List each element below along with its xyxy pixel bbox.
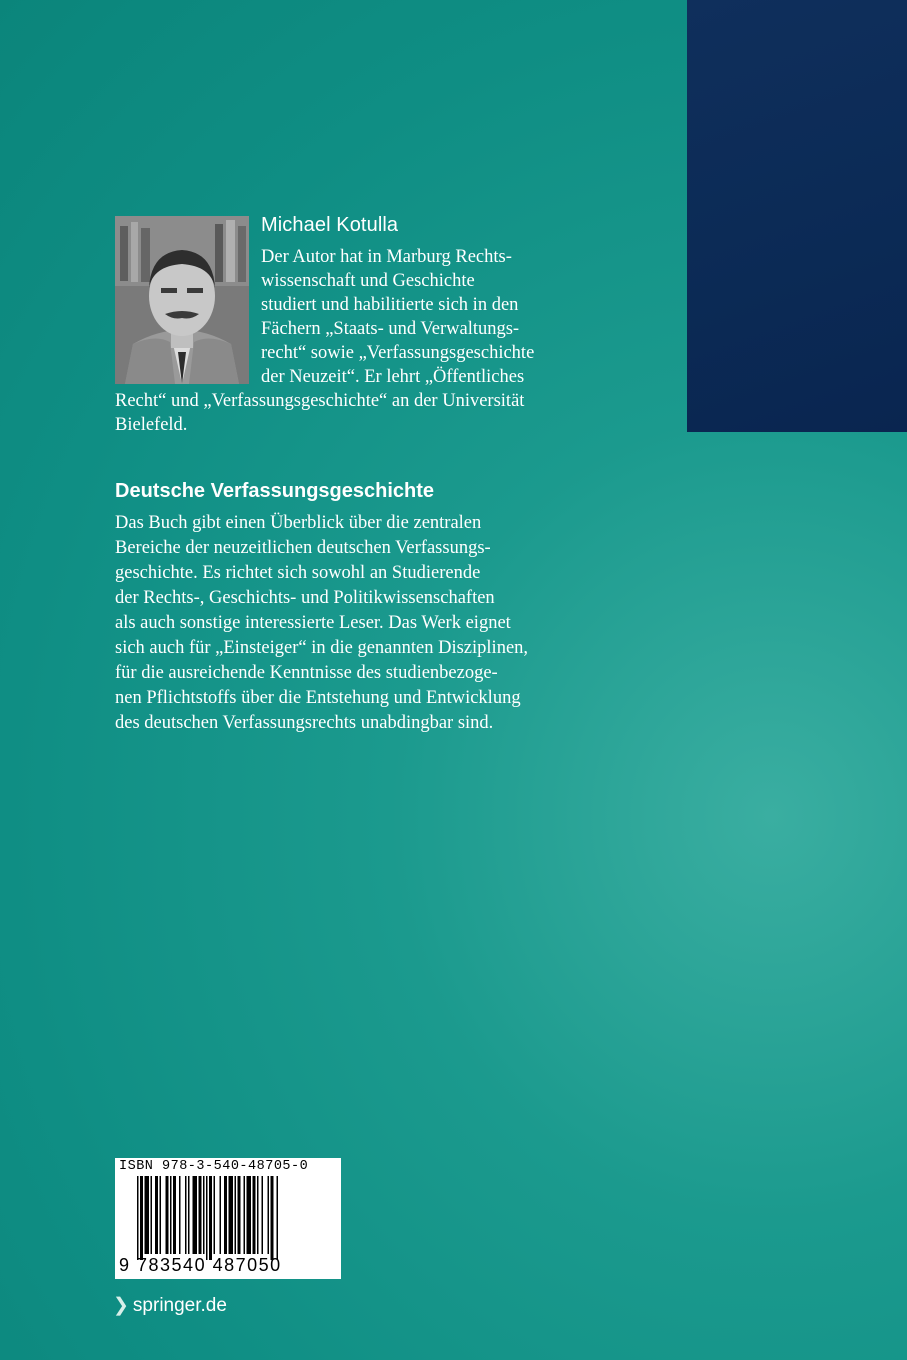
isbn-barcode xyxy=(115,1158,341,1279)
barcode-digits: 9 783540 487050 xyxy=(119,1255,282,1275)
author-photo xyxy=(115,216,249,384)
barcode-bar xyxy=(140,1176,143,1260)
barcode-bar xyxy=(166,1176,169,1254)
publisher-url: springer.de xyxy=(132,1295,227,1316)
barcode-bar xyxy=(203,1176,205,1254)
barcode-bar xyxy=(244,1176,246,1254)
barcode-bar xyxy=(247,1176,252,1254)
barcode-bar xyxy=(170,1176,172,1254)
book-description-line: des deutschen Verfassungsrechts unabdingbar sind. xyxy=(115,713,494,733)
isbn-label: ISBN 978-3-540-48705-0 xyxy=(119,1159,309,1174)
book-description-line: geschichte. Es richtet sich sowohl an Studierende xyxy=(115,563,481,583)
barcode-bar xyxy=(193,1176,198,1254)
barcode-bar xyxy=(151,1176,153,1254)
author-bio-line: Bielefeld. xyxy=(115,415,188,435)
book-description-line: als auch sonstige interessierte Leser. Das Werk eignet xyxy=(115,613,511,633)
book-description-line: Bereiche der neuzeitlichen deutschen Verfassungs- xyxy=(115,538,491,558)
barcode-bar xyxy=(185,1176,187,1254)
author-bio-line: Der Autor hat in Marburg Rechts- xyxy=(261,247,512,267)
barcode-bar xyxy=(179,1176,181,1254)
author-bio-line: recht“ sowie „Verfassungsgeschichte xyxy=(261,343,535,363)
author-bio-line: Fächern „Staats- und Verwaltungs- xyxy=(261,319,520,339)
barcode-bar xyxy=(145,1176,150,1254)
barcode-bar xyxy=(224,1176,227,1254)
author-bio-line: der Neuzeit“. Er lehrt „Öffentliches xyxy=(261,367,525,387)
barcode-bar xyxy=(277,1176,279,1260)
barcode-bar xyxy=(160,1176,162,1254)
author-bio-line: Recht“ und „Verfassungsgeschichte“ an der Universität xyxy=(115,391,525,411)
barcode-bar xyxy=(229,1176,234,1254)
book-description-line: Das Buch gibt einen Überblick über die zentralen xyxy=(115,513,482,533)
barcode-bar xyxy=(257,1176,259,1254)
barcode-bar xyxy=(214,1176,216,1254)
book-title: Deutsche Verfassungsgeschichte xyxy=(115,480,435,502)
author-bio-line: wissenschaft und Geschichte xyxy=(261,271,475,291)
barcode-bar xyxy=(235,1176,237,1254)
barcode-bar xyxy=(137,1176,139,1260)
book-description-line: der Rechts-, Geschichts- und Politikwissenschaften xyxy=(115,588,495,608)
barcode-bar xyxy=(253,1176,256,1254)
book-description-line: für die ausreichende Kenntnisse des studienbezoge- xyxy=(115,663,498,683)
barcode-bar xyxy=(173,1176,176,1254)
barcode-bar xyxy=(220,1176,222,1254)
barcode-bar xyxy=(238,1176,241,1254)
book-description-line: nen Pflichtstoffs über die Entstehung und Entwicklung xyxy=(115,688,521,708)
barcode-bar xyxy=(209,1176,212,1260)
barcode-bar xyxy=(199,1176,202,1254)
barcode-bar xyxy=(155,1176,158,1254)
author-name: Michael Kotulla xyxy=(261,214,399,236)
publisher-link[interactable] xyxy=(113,1294,227,1317)
barcode-bar xyxy=(271,1176,274,1260)
navy-color-block xyxy=(687,0,907,432)
book-description-line: sich auch für „Einsteiger“ in die genannten Disziplinen, xyxy=(115,638,529,658)
barcode-bar xyxy=(268,1176,270,1254)
barcode-bar xyxy=(188,1176,190,1254)
chevron-right-icon: ❯ xyxy=(113,1295,129,1316)
barcode-bar xyxy=(262,1176,264,1254)
barcode-bar xyxy=(206,1176,208,1260)
author-bio-line: studiert und habilitierte sich in den xyxy=(261,295,519,315)
